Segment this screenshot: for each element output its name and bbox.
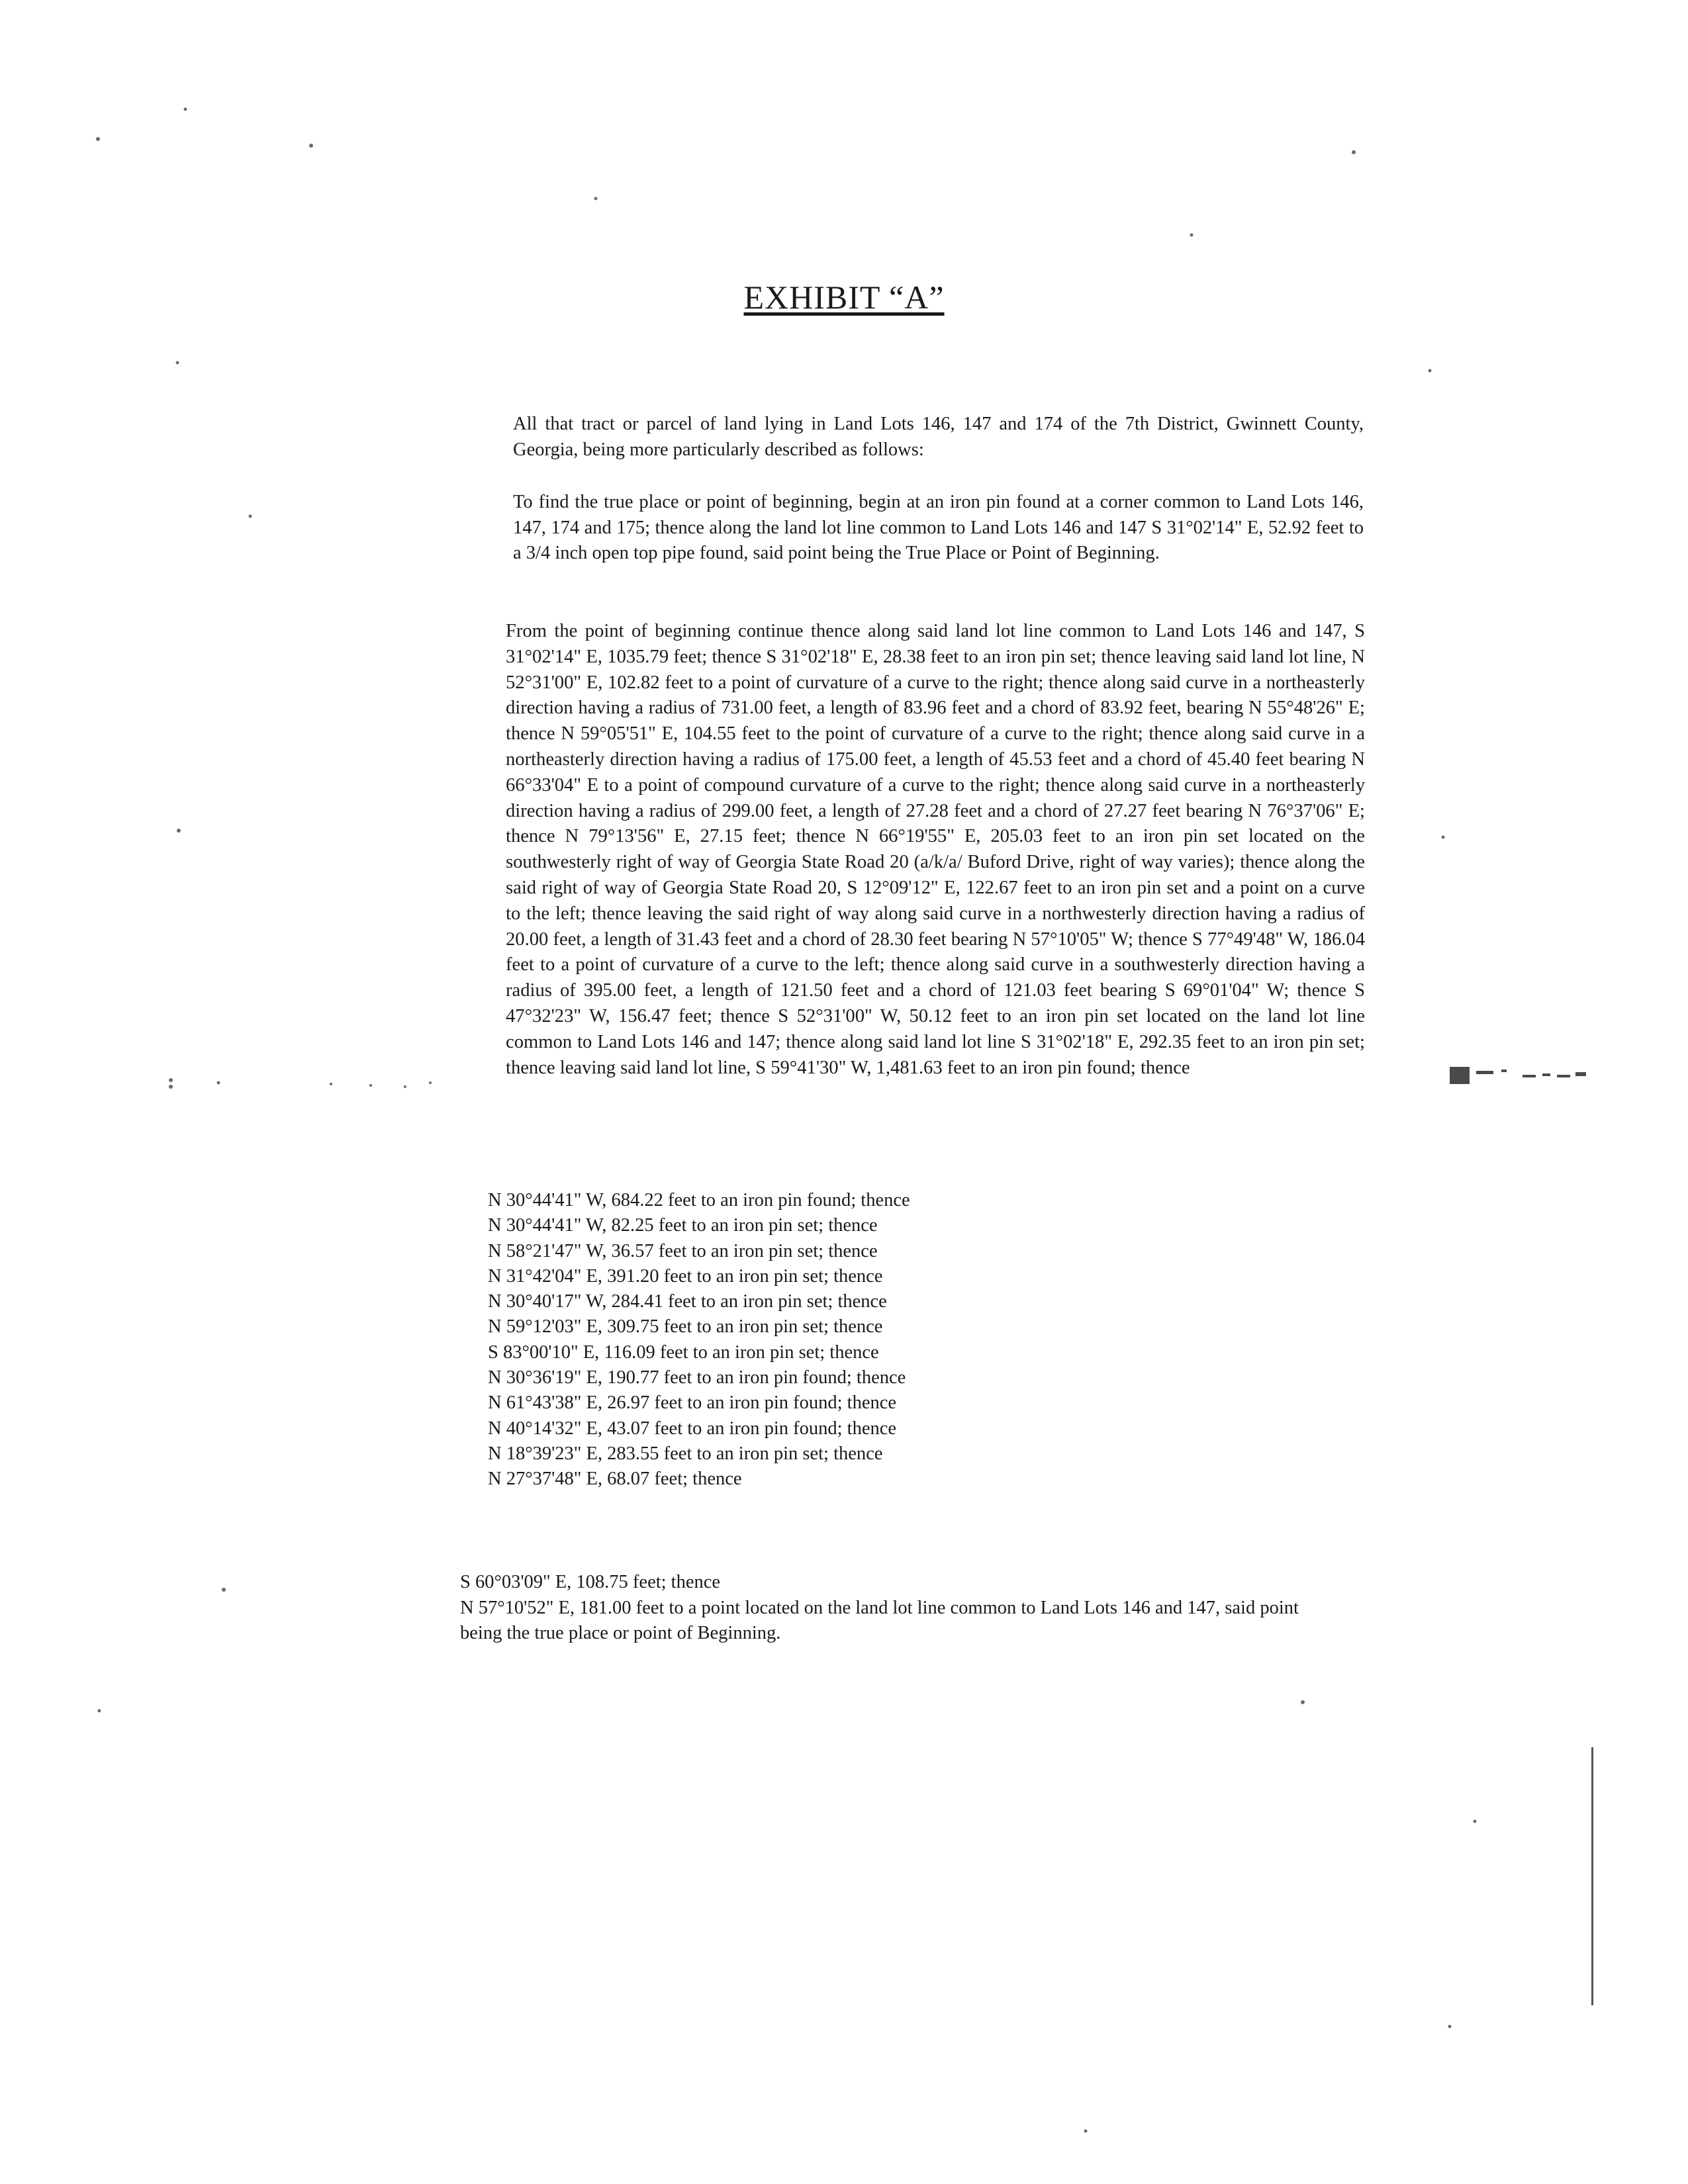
boundary-call: N 59°12'03" E, 309.75 feet to an iron pin set; thence	[488, 1316, 883, 1338]
boundary-call: N 30°40'17" W, 284.41 feet to an iron pin set; thence	[488, 1291, 887, 1312]
boundary-call: N 61°43'38" E, 26.97 feet to an iron pin found; thence	[488, 1392, 897, 1414]
boundary-call: N 30°44'41" W, 82.25 feet to an iron pin set; thence	[488, 1215, 878, 1236]
boundary-call: N 18°39'23" E, 283.55 feet to an iron pin set; thence	[488, 1443, 883, 1464]
boundary-call: N 30°36'19" E, 190.77 feet to an iron pin found; thence	[488, 1367, 906, 1388]
right-margin-mark	[1450, 1067, 1586, 1084]
boundary-call: N 31°42'04" E, 391.20 feet to an iron pin set; thence	[488, 1265, 883, 1287]
true-point-paragraph: To find the true place or point of beginning, begin at an iron pin found at a corner common to Land Lots 146, 147, 174 and 175; thence along the land lot line common to Land Lots 146 and 147 S 31°02'14" E, 52.92 feet to a 3/4 inch open top pipe found, said point being the True Place or Point of Beginning.	[513, 492, 1364, 563]
closing-call: S 60°03'09" E, 108.75 feet; thence	[460, 1572, 721, 1592]
legal-description-paragraph: From the point of beginning continue thence along said land lot line common to Land Lots 146 and 147, S 31°02'14" E, 1035.79 feet; thence S 31°02'18" E, 28.38 feet to an iron pin set; thence leaving said land lot line, N 52°31'00" E, 102.82 feet to a point of curvature of a curve to the right; thence along said curve in a northeasterly direction having a radius of 731.00 feet, a length of 83.96 feet and a chord of 83.92 feet, bearing N 55°48'26" E; thence N 59°05'51" E, 104.55 feet to the point of curvature of a curve to the right; thence along said curve in a northeasterly direction having a radius of 175.00 feet, a length of 45.53 feet and a chord of 45.40 feet bearing N 66°33'04" E to a point of compound curvature of a curve to the right; thence along said curve in a northeasterly direction having a radius of 299.00 feet, a length of 27.28 feet and a chord of 27.27 feet bearing N 76°37'06" E; thence N 79°13'56" E, 27.15 feet; thence N 66°19'55" E, 205.03 feet to an iron pin set located on the southwesterly right of way of Georgia State Road 20 (a/k/a/ Buford Drive, right of way varies); thence along the said right of way of Georgia State Road 20, S 12°09'12" E, 122.67 feet to an iron pin set and a point on a curve to the left; thence leaving the said right of way along said curve in a northwesterly direction having a radius of 20.00 feet, a length of 31.43 feet and a chord of 28.30 feet bearing N 57°10'05" W; thence S 77°49'48" W, 186.04 feet to a point of curvature of a curve to the left; thence along said curve in a southwesterly direction having a radius of 395.00 feet, a length of 121.50 feet and a chord of 121.03 feet bearing S 69°01'04" W; thence S 47°32'23" W, 156.47 feet; thence S 52°31'00" W, 50.12 feet to an iron pin set located on the land lot line common to Land Lots 146 and 147; thence along said land lot line S 31°02'18" E, 292.35 feet to an iron pin set; thence leaving said land lot line, S 59°41'30" W, 1,481.63 feet to an iron pin found; thence	[506, 621, 1365, 1078]
boundary-calls-list	[488, 1188, 910, 1492]
boundary-call: N 40°14'32" E, 43.07 feet to an iron pin found; thence	[488, 1418, 897, 1439]
intro-paragraph: All that tract or parcel of land lying in Land Lots 146, 147 and 174 of the 7th District, Gwinnett County, Georgia, being more particularly described as follows:	[513, 414, 1364, 460]
boundary-call: N 30°44'41" W, 684.22 feet to an iron pin found; thence	[488, 1190, 910, 1210]
boundary-call: N 27°37'48" E, 68.07 feet; thence	[488, 1469, 742, 1490]
scan-edge-line	[1591, 1747, 1593, 2005]
exhibit-title: EXHIBIT “A”	[743, 279, 945, 316]
boundary-call: N 58°21'47" W, 36.57 feet to an iron pin set; thence	[488, 1240, 878, 1261]
closing-final-call: N 57°10'52" E, 181.00 feet to a point located on the land lot line common to Land Lots 146 and 147, said point being the true place or point of Beginning.	[460, 1597, 1299, 1643]
boundary-call: S 83°00'10" E, 116.09 feet to an iron pin set; thence	[488, 1342, 879, 1363]
closing-section	[460, 1570, 1334, 1647]
